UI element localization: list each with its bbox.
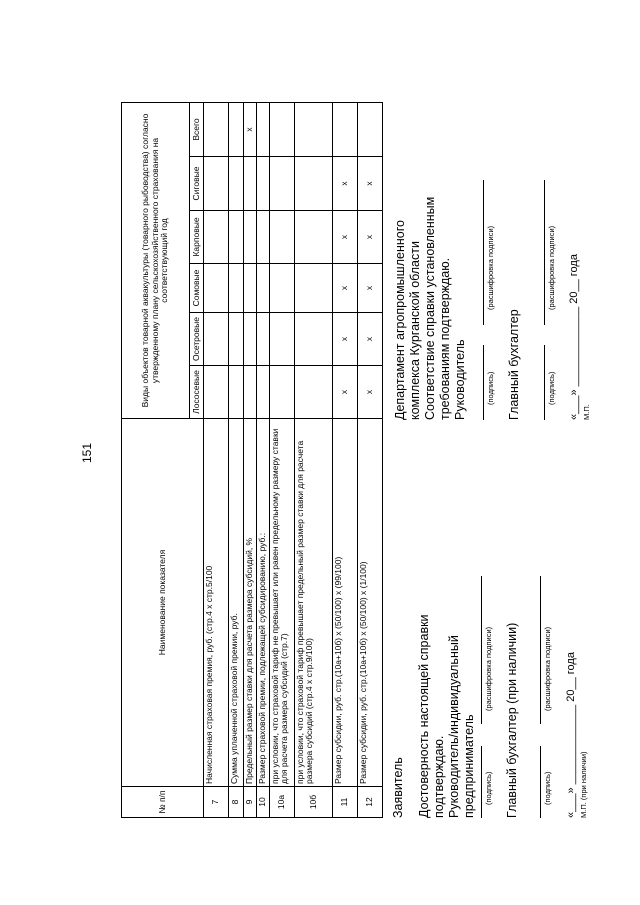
table-row	[257, 103, 270, 818]
row-cell	[270, 211, 295, 264]
row-indicator-name: при условии, что страховой тариф превышает предельный размер ставки для расчета размера субсидий (стр.4 х стр.9/100)	[295, 419, 333, 787]
row-cell	[257, 103, 270, 157]
row-cell	[229, 211, 244, 264]
signature-caption: (подпись)	[547, 371, 556, 405]
row-indicator-name: Начисленная страховая премия, руб. (стр.4 х стр.5/100	[204, 419, 229, 787]
row-cell	[295, 264, 333, 313]
row-cell: x	[358, 313, 383, 366]
row-cell	[229, 366, 244, 419]
row-cell	[244, 313, 257, 366]
row-cell: x	[358, 211, 383, 264]
col-header: Осетровые	[190, 313, 204, 366]
applicant-label: Заявитель	[391, 757, 405, 818]
row-number: 9	[244, 787, 257, 818]
signature-caption: (подпись)	[484, 771, 493, 805]
signature-line	[540, 746, 541, 818]
header-number: № п/п	[122, 787, 204, 818]
department-chief-accountant: Главный бухгалтер	[507, 309, 521, 420]
row-cell	[244, 211, 257, 264]
table-row	[204, 103, 229, 818]
row-cell	[270, 366, 295, 419]
row-number: 7	[204, 787, 229, 818]
header-object-kinds: Виды объектов товарной аквакультуры (товарного рыбоводства) согласно утвержденному плану сельскохозяйственного страхования на соответствующий год	[122, 103, 190, 419]
row-cell	[270, 313, 295, 366]
decode-line	[540, 576, 541, 724]
applicant-chief-accountant: Главный бухгалтер (при наличии)	[505, 622, 519, 818]
row-indicator-name: Размер субсидии, руб. стр.(10а+10б) х (50/100) х (1/100)	[358, 419, 383, 787]
department-date-line: «___» _____________ 20__ года	[568, 254, 580, 420]
row-cell	[229, 313, 244, 366]
row-cell	[204, 264, 229, 313]
row-cell	[204, 103, 229, 157]
row-cell	[257, 264, 270, 313]
row-cell	[204, 157, 229, 211]
decode-caption: (расшифровка подписи)	[486, 225, 495, 310]
row-cell	[270, 103, 295, 157]
conformity-statement: Соответствие справки установленным требованиям подтверждаю.	[423, 196, 452, 420]
department-stamp: М.П.	[582, 404, 591, 420]
row-number: 10	[257, 787, 270, 818]
table-row	[270, 103, 295, 818]
row-cell	[358, 103, 383, 157]
row-cell	[229, 157, 244, 211]
decode-line	[481, 576, 482, 724]
applicant-statement: Достоверность настоящей справки подтверждаю.	[417, 614, 446, 818]
department-head-title: Руководитель	[453, 339, 467, 420]
row-number: 8	[229, 787, 244, 818]
subsidy-table	[121, 102, 383, 818]
row-cell	[229, 264, 244, 313]
row-number: 11	[333, 787, 358, 818]
row-indicator-name: при условии, что страховой тариф не превышает или равен предельному размеру ставки для расчета размера субсидий (стр.7)	[270, 419, 295, 787]
row-indicator-name: Размер страховой премии, подлежащей субсидированию, руб.:	[257, 419, 270, 787]
row-cell	[295, 211, 333, 264]
page-number: 151	[80, 442, 95, 464]
row-cell: x	[358, 264, 383, 313]
row-cell: x	[244, 103, 257, 157]
decode-line	[544, 180, 545, 325]
row-cell	[333, 103, 358, 157]
applicant-date-line: «___» _____________ 20__ года	[565, 652, 577, 818]
row-cell	[244, 157, 257, 211]
row-cell: x	[333, 264, 358, 313]
row-cell	[244, 264, 257, 313]
row-cell	[270, 157, 295, 211]
row-cell	[204, 366, 229, 419]
col-header: Всего	[190, 103, 204, 157]
row-cell	[257, 157, 270, 211]
col-header: Лососевые	[190, 366, 204, 419]
signature-line	[544, 345, 545, 420]
department-name: Департамент агропромышленного комплекса Курганской области	[393, 220, 422, 420]
applicant-stamp: М.П. (при наличии)	[579, 751, 588, 818]
row-number: 10а	[270, 787, 295, 818]
col-header: Сомовые	[190, 264, 204, 313]
row-cell	[229, 103, 244, 157]
table-row	[295, 103, 333, 818]
row-cell: x	[333, 157, 358, 211]
table-row	[244, 103, 257, 818]
col-header: Карповые	[190, 211, 204, 264]
decode-caption: (расшифровка подписи)	[484, 626, 493, 711]
row-cell: x	[333, 211, 358, 264]
table-row	[333, 103, 358, 818]
signature-line	[483, 345, 484, 420]
signature-line	[481, 746, 482, 818]
row-number: 10б	[295, 787, 333, 818]
row-cell	[295, 157, 333, 211]
row-indicator-name: Предельный размер ставки для расчета размера субсидий, %	[244, 419, 257, 787]
row-cell	[257, 211, 270, 264]
row-indicator-name: Сумма уплаченной страховой премии, руб.	[229, 419, 244, 787]
header-indicator-name: Наименование показателя	[122, 419, 204, 787]
row-cell	[204, 313, 229, 366]
row-cell	[295, 103, 333, 157]
row-cell	[204, 211, 229, 264]
row-cell: x	[358, 157, 383, 211]
signature-caption: (подпись)	[486, 371, 495, 405]
table-row	[358, 103, 383, 818]
row-cell: x	[358, 366, 383, 419]
row-cell	[257, 366, 270, 419]
row-cell	[295, 366, 333, 419]
row-indicator-name: Размер субсидии, руб. стр.(10а+10б) х (50/100) х (99/100)	[333, 419, 358, 787]
applicant-head-title: Руководитель/индивидуальный предприниматель	[447, 635, 476, 818]
row-cell: x	[333, 313, 358, 366]
decode-caption: (расшифровка подписи)	[547, 225, 556, 310]
row-cell: x	[333, 366, 358, 419]
row-number: 12	[358, 787, 383, 818]
row-cell	[257, 313, 270, 366]
col-header: Сиговые	[190, 157, 204, 211]
signature-caption: (подпись)	[543, 771, 552, 805]
row-cell	[244, 366, 257, 419]
decode-caption: (расшифровка подписи)	[543, 626, 552, 711]
row-cell	[295, 313, 333, 366]
table-row	[229, 103, 244, 818]
row-cell	[270, 264, 295, 313]
decode-line	[483, 180, 484, 325]
